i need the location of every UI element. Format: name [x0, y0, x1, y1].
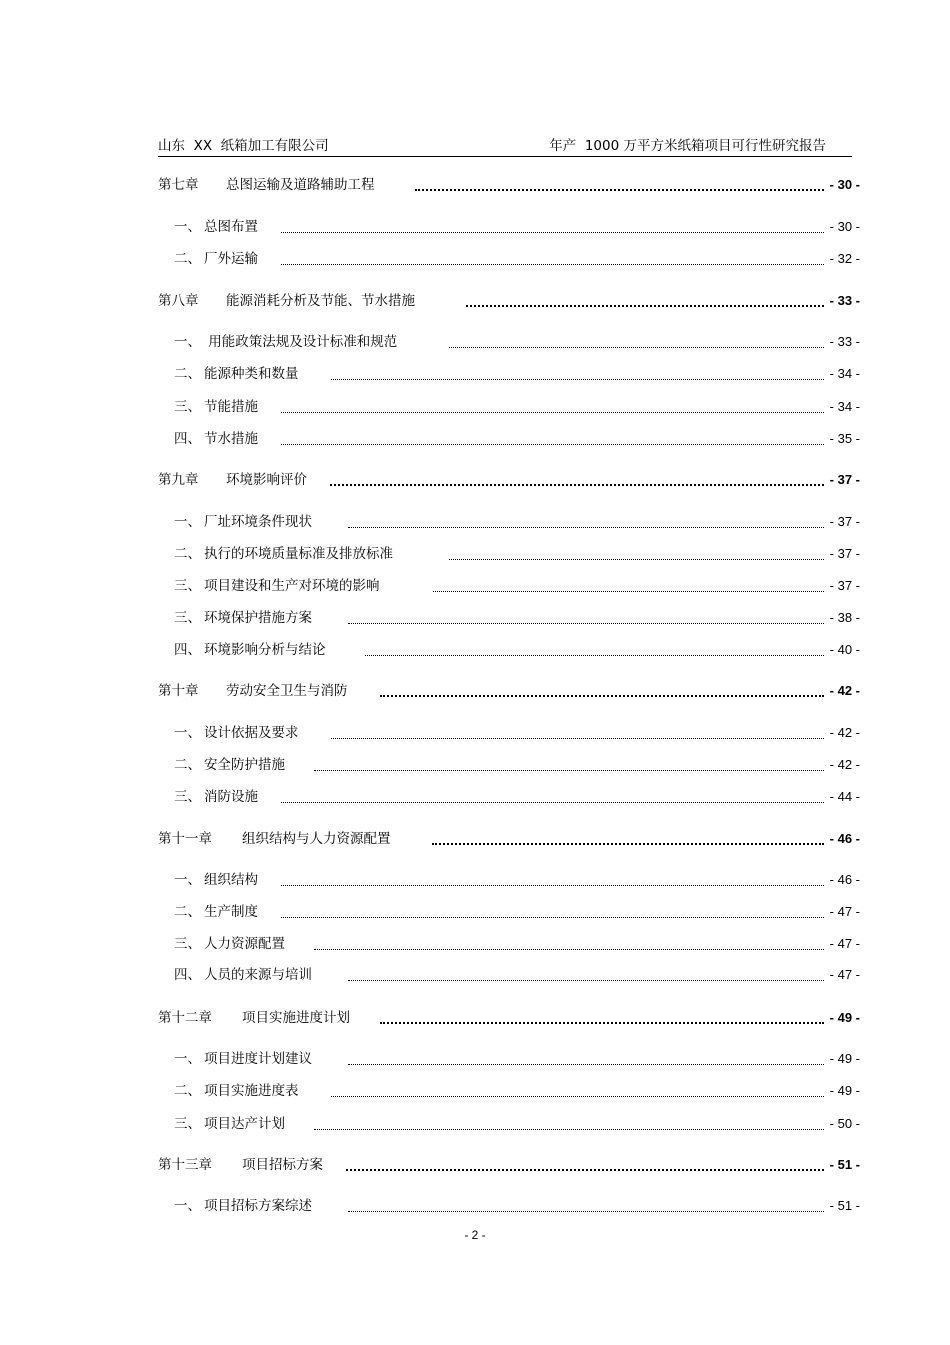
toc-entry-number: 第十一章 [158, 831, 212, 847]
toc-chapter-entry[interactable] [158, 1154, 860, 1174]
toc-entry-title: 组织结构与人力资源配置 [242, 831, 391, 847]
toc-section-entry[interactable] [174, 1080, 860, 1100]
toc-section-entry[interactable] [174, 1048, 860, 1068]
toc-section-entry[interactable] [174, 901, 860, 921]
toc-entry-title: 项目实施进度计划 [242, 1010, 350, 1026]
toc-dot-leader [281, 224, 824, 233]
toc-entry-number: 二、 [174, 366, 201, 382]
toc-entry-page: - 35 - [829, 431, 860, 446]
toc-entry-title: 安全防护措施 [204, 757, 285, 773]
toc-dot-leader [380, 1014, 824, 1024]
toc-entry-title: 总图运输及道路辅助工程 [226, 177, 375, 193]
toc-entry-page: - 49 - [829, 1051, 860, 1066]
header-company-name: 山东 XX 纸箱加工有限公司 [158, 138, 329, 154]
toc-entry-page: - 47 - [829, 904, 860, 919]
toc-entry-number: 四、 [174, 642, 201, 658]
toc-dot-leader [346, 1161, 824, 1171]
toc-dot-leader [449, 339, 824, 348]
toc-entry-page: - 46 - [829, 872, 860, 887]
toc-section-entry[interactable] [174, 216, 860, 236]
toc-section-entry[interactable] [174, 396, 860, 416]
toc-dot-leader [314, 1121, 824, 1130]
toc-section-entry[interactable] [174, 248, 860, 268]
toc-section-entry[interactable] [174, 964, 860, 984]
toc-entry-page: - 33 - [829, 293, 860, 308]
toc-dot-leader [466, 297, 824, 307]
toc-entry-number: 四、 [174, 967, 201, 983]
toc-entry-number: 二、 [174, 251, 201, 267]
toc-entry-title: 节能措施 [204, 399, 258, 415]
toc-chapter-entry[interactable] [158, 1007, 860, 1027]
toc-dot-leader [331, 1088, 824, 1097]
toc-entry-number: 二、 [174, 904, 201, 920]
toc-dot-leader [348, 615, 824, 624]
toc-entry-number: 二、 [174, 757, 201, 773]
toc-dot-leader [433, 583, 824, 592]
toc-entry-title: 消防设施 [204, 789, 258, 805]
toc-entry-number: 三、 [174, 578, 201, 594]
toc-entry-title: 能源消耗分析及节能、节水措施 [226, 293, 415, 309]
toc-dot-leader [281, 909, 824, 918]
toc-entry-page: - 34 - [829, 399, 860, 414]
toc-dot-leader [281, 404, 824, 413]
toc-entry-number: 三、 [174, 789, 201, 805]
toc-entry-number: 一、 [174, 514, 201, 530]
toc-entry-page: - 49 - [829, 1010, 860, 1025]
toc-entry-title: 项目实施进度表 [204, 1083, 299, 1099]
toc-dot-leader [281, 877, 824, 886]
toc-entry-page: - 40 - [829, 642, 860, 657]
toc-section-entry[interactable] [174, 869, 860, 889]
toc-entry-title: 总图布置 [204, 219, 258, 235]
toc-dot-leader [348, 519, 824, 528]
toc-entry-number: 三、 [174, 610, 201, 626]
toc-dot-leader [348, 1203, 824, 1212]
toc-entry-title: 劳动安全卫生与消防 [226, 683, 348, 699]
toc-entry-number: 第十二章 [158, 1010, 212, 1026]
toc-entry-number: 二、 [174, 546, 201, 562]
toc-entry-number: 第七章 [158, 177, 199, 193]
toc-entry-page: - 42 - [829, 757, 860, 772]
toc-entry-title: 项目招标方案综述 [204, 1198, 312, 1214]
toc-section-entry[interactable] [174, 933, 860, 953]
toc-dot-leader [348, 1056, 824, 1065]
toc-dot-leader [314, 941, 824, 950]
toc-entry-page: - 32 - [829, 251, 860, 266]
toc-entry-title: 厂外运输 [204, 251, 258, 267]
toc-chapter-entry[interactable] [158, 680, 860, 700]
toc-section-entry[interactable] [174, 786, 860, 806]
toc-entry-title: 节水措施 [204, 431, 258, 447]
toc-chapter-entry[interactable] [158, 174, 860, 194]
toc-entry-number: 三、 [174, 936, 201, 952]
toc-section-entry[interactable] [174, 575, 860, 595]
toc-entry-page: - 49 - [829, 1083, 860, 1098]
toc-dot-leader [432, 835, 824, 845]
header-report-title: 年产 1000 万平方米纸箱项目可行性研究报告 [549, 138, 826, 154]
toc-entry-number: 三、 [174, 1116, 201, 1132]
toc-dot-leader [449, 551, 824, 560]
toc-section-entry[interactable] [174, 722, 860, 742]
toc-entry-number: 第十章 [158, 683, 199, 699]
toc-dot-leader [365, 647, 824, 656]
toc-entry-page: - 51 - [829, 1157, 860, 1172]
toc-entry-page: - 46 - [829, 831, 860, 846]
toc-entry-page: - 37 - [829, 472, 860, 487]
toc-entry-number: 一、 [174, 1051, 201, 1067]
toc-section-entry[interactable] [174, 363, 860, 383]
toc-entry-page: - 42 - [829, 725, 860, 740]
toc-entry-page: - 33 - [829, 334, 860, 349]
toc-entry-number: 一、 [174, 872, 201, 888]
toc-dot-leader [281, 256, 824, 265]
toc-dot-leader [380, 687, 824, 697]
toc-dot-leader [415, 181, 824, 191]
toc-entry-title: 执行的环境质量标准及排放标准 [204, 546, 393, 562]
toc-entry-number: 第八章 [158, 293, 199, 309]
toc-dot-leader [348, 972, 824, 981]
toc-entry-title: 用能政策法规及设计标准和规范 [204, 334, 398, 350]
toc-entry-page: - 37 - [829, 578, 860, 593]
toc-entry-number: 一、 [174, 334, 201, 350]
toc-section-entry[interactable] [174, 607, 860, 627]
toc-entry-page: - 30 - [829, 219, 860, 234]
toc-section-entry[interactable] [174, 428, 860, 448]
toc-entry-title: 环境保护措施方案 [204, 610, 312, 626]
toc-entry-number: 四、 [174, 431, 201, 447]
page-number: - 2 - [464, 1228, 486, 1242]
toc-chapter-entry[interactable] [158, 828, 860, 848]
toc-section-entry[interactable] [174, 754, 860, 774]
toc-entry-title: 组织结构 [204, 872, 258, 888]
toc-section-entry[interactable] [174, 543, 860, 563]
toc-entry-page: - 51 - [829, 1198, 860, 1213]
toc-entry-title: 项目进度计划建议 [204, 1051, 312, 1067]
toc-entry-page: - 44 - [829, 789, 860, 804]
toc-entry-title: 厂址环境条件现状 [204, 514, 312, 530]
toc-section-entry[interactable] [174, 511, 860, 531]
toc-entry-title: 项目招标方案 [242, 1157, 323, 1173]
toc-entry-title: 人力资源配置 [204, 936, 285, 952]
toc-entry-number: 第十三章 [158, 1157, 212, 1173]
toc-dot-leader [314, 762, 824, 771]
toc-chapter-entry[interactable] [158, 290, 860, 310]
toc-entry-number: 第九章 [158, 472, 199, 488]
toc-dot-leader [331, 371, 824, 380]
toc-entry-number: 一、 [174, 1198, 201, 1214]
toc-dot-leader [331, 730, 824, 739]
toc-entry-number: 三、 [174, 399, 201, 415]
toc-entry-title: 人员的来源与培训 [204, 967, 312, 983]
toc-section-entry[interactable] [174, 1195, 860, 1215]
toc-entry-title: 项目建设和生产对环境的影响 [204, 578, 380, 594]
toc-entry-title: 环境影响评价 [226, 472, 307, 488]
toc-entry-page: - 42 - [829, 683, 860, 698]
toc-dot-leader [281, 794, 824, 803]
toc-entry-number: 二、 [174, 1083, 201, 1099]
toc-entry-title: 项目达产计划 [204, 1116, 285, 1132]
toc-entry-page: - 38 - [829, 610, 860, 625]
toc-entry-title: 环境影响分析与结论 [204, 642, 326, 658]
toc-entry-number: 一、 [174, 219, 201, 235]
toc-section-entry[interactable] [174, 1113, 860, 1133]
toc-section-entry[interactable] [174, 331, 860, 351]
toc-section-entry[interactable] [174, 639, 860, 659]
toc-entry-page: - 30 - [829, 177, 860, 192]
toc-entry-title: 能源种类和数量 [204, 366, 299, 382]
toc-entry-page: - 50 - [829, 1116, 860, 1131]
toc-chapter-entry[interactable] [158, 469, 860, 489]
toc-entry-page: - 34 - [829, 366, 860, 381]
toc-entry-page: - 47 - [829, 936, 860, 951]
toc-entry-page: - 37 - [829, 546, 860, 561]
toc-entry-page: - 47 - [829, 967, 860, 982]
toc-dot-leader [330, 476, 824, 486]
toc-entry-title: 设计依据及要求 [204, 725, 299, 741]
toc-entry-title: 生产制度 [204, 904, 258, 920]
toc-dot-leader [281, 436, 824, 445]
toc-entry-page: - 37 - [829, 514, 860, 529]
toc-entry-number: 一、 [174, 725, 201, 741]
